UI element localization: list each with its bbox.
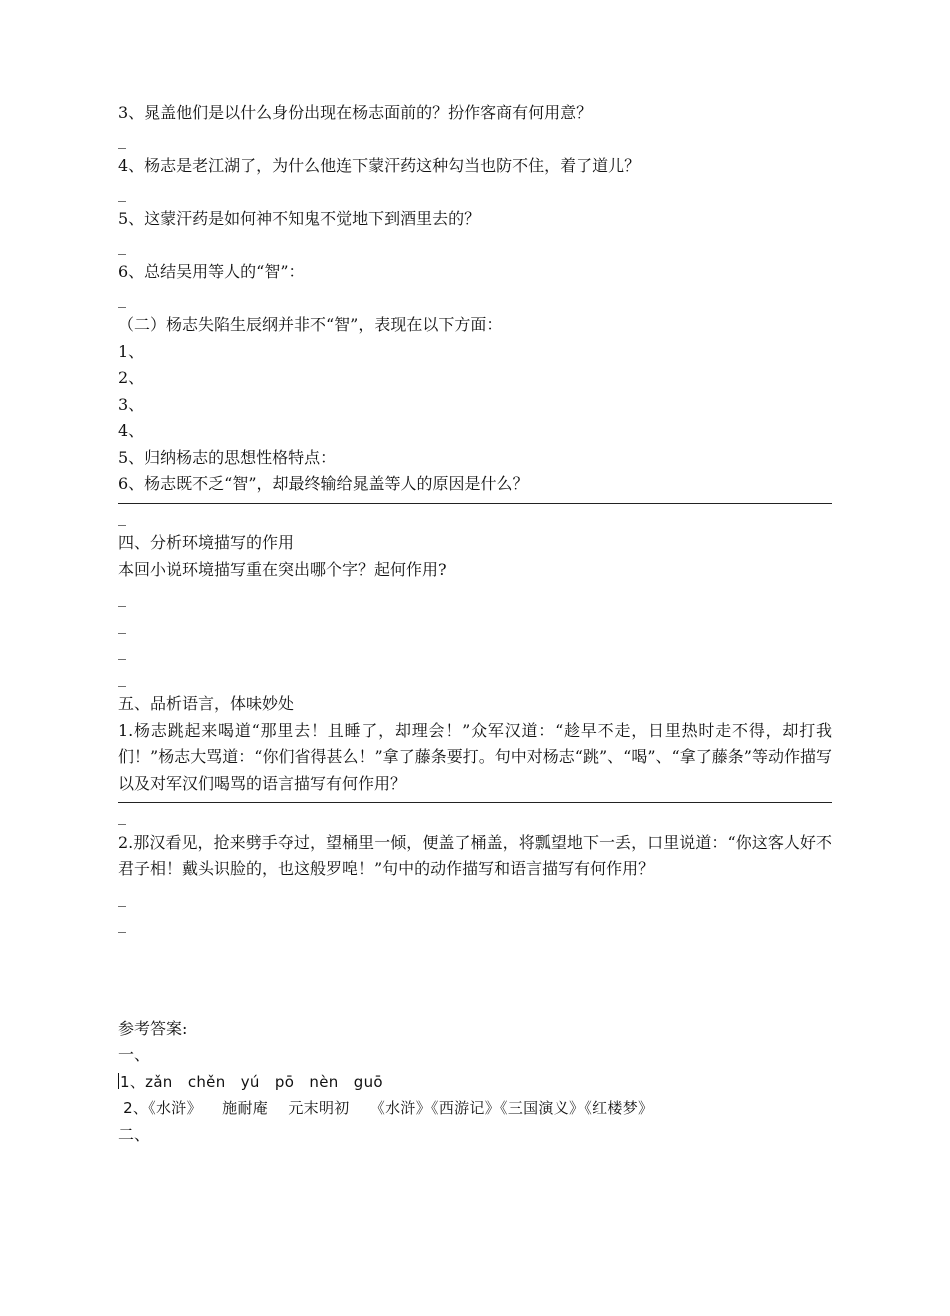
section-4-question: 本回小说环境描写重在突出哪个字？起何作用? [118, 559, 447, 579]
document-page [118, 100, 832, 1148]
section-5-question-2: 2.那汉看见，抢来劈手夺过，望桶里一倾，便盖了桶盖，将瓢望地下一丢，口里说道：“你这客人好不君子相！戴头识脸的，也这般罗唣！”句中的动作描写和语言描写有何作用？ [118, 832, 832, 878]
answer-blank: _ [118, 588, 126, 607]
answer-blank: _ [118, 641, 126, 660]
answers-line-1 [118, 1069, 832, 1096]
answer-blank: _ [118, 129, 126, 149]
question-4: 4、杨志是老江湖了，为什么他连下蒙汗药这种勾当也防不住，着了道儿？ [118, 156, 641, 175]
answer-blank: _ [118, 235, 126, 255]
list-item: 3、 [118, 394, 145, 414]
question-5: 5、这蒙汗药是如何神不知鬼不觉地下到酒里去的？ [118, 209, 481, 228]
section-5-question-1: 1.杨志跳起来喝道“那里去！且睡了，却理会！”众军汉道：“趁早不走，日里热时走不得，却打我们！”杨志大骂道：“你们省得甚么！”拿了藤条要打。句中对杨志“跳”、“喝”、“拿了藤条”等动作描写以及对军汉们喝骂的语言描写有何作用？ [118, 720, 832, 793]
answer-blank: _ [118, 667, 126, 687]
answer-blank: _ [118, 887, 126, 907]
section-4-title: 四、分析环境描写的作用 [118, 533, 295, 552]
answer-blank: _ [118, 914, 126, 933]
section-5-title: 五、品析语言，体味妙处 [118, 694, 295, 713]
question-3: 3、晁盖他们是以什么身份出现在杨志面前的？扮作客商有何用意？ [118, 103, 593, 122]
pinyin-answers: 1、zǎn chěn yú pō nèn guō [120, 1072, 383, 1091]
list-item: 4、 [118, 421, 145, 440]
answer-blank: _ [118, 506, 126, 526]
answers-part-1: 一、 [118, 1045, 151, 1064]
answers-line-2: 2、《水浒》 施耐庵 元末明初 《水浒》《西游记》《三国演义》《红楼梦》 [118, 1099, 654, 1117]
list-item-5: 5、归纳杨志的思想性格特点： [118, 447, 337, 467]
answer-blank: _ [118, 288, 126, 308]
answer-blank: _ [118, 614, 126, 634]
question-6: 6、总结吴用等人的“智”： [118, 262, 305, 281]
list-item-6: 6、杨志既不乏“智”，却最终输给晁盖等人的原因是什么？ [118, 474, 529, 493]
list-item: 2、 [118, 368, 145, 387]
part2-title: （二）杨志失陷生辰纲并非不“智”，表现在以下方面： [118, 315, 503, 334]
answer-blank: _ [118, 182, 126, 202]
list-item: 1、 [118, 341, 145, 361]
text-cursor-icon [118, 1073, 119, 1089]
answers-part-2: 二、 [118, 1124, 151, 1144]
answer-blank: _ [118, 806, 126, 825]
answers-title: 参考答案: [118, 1018, 188, 1038]
